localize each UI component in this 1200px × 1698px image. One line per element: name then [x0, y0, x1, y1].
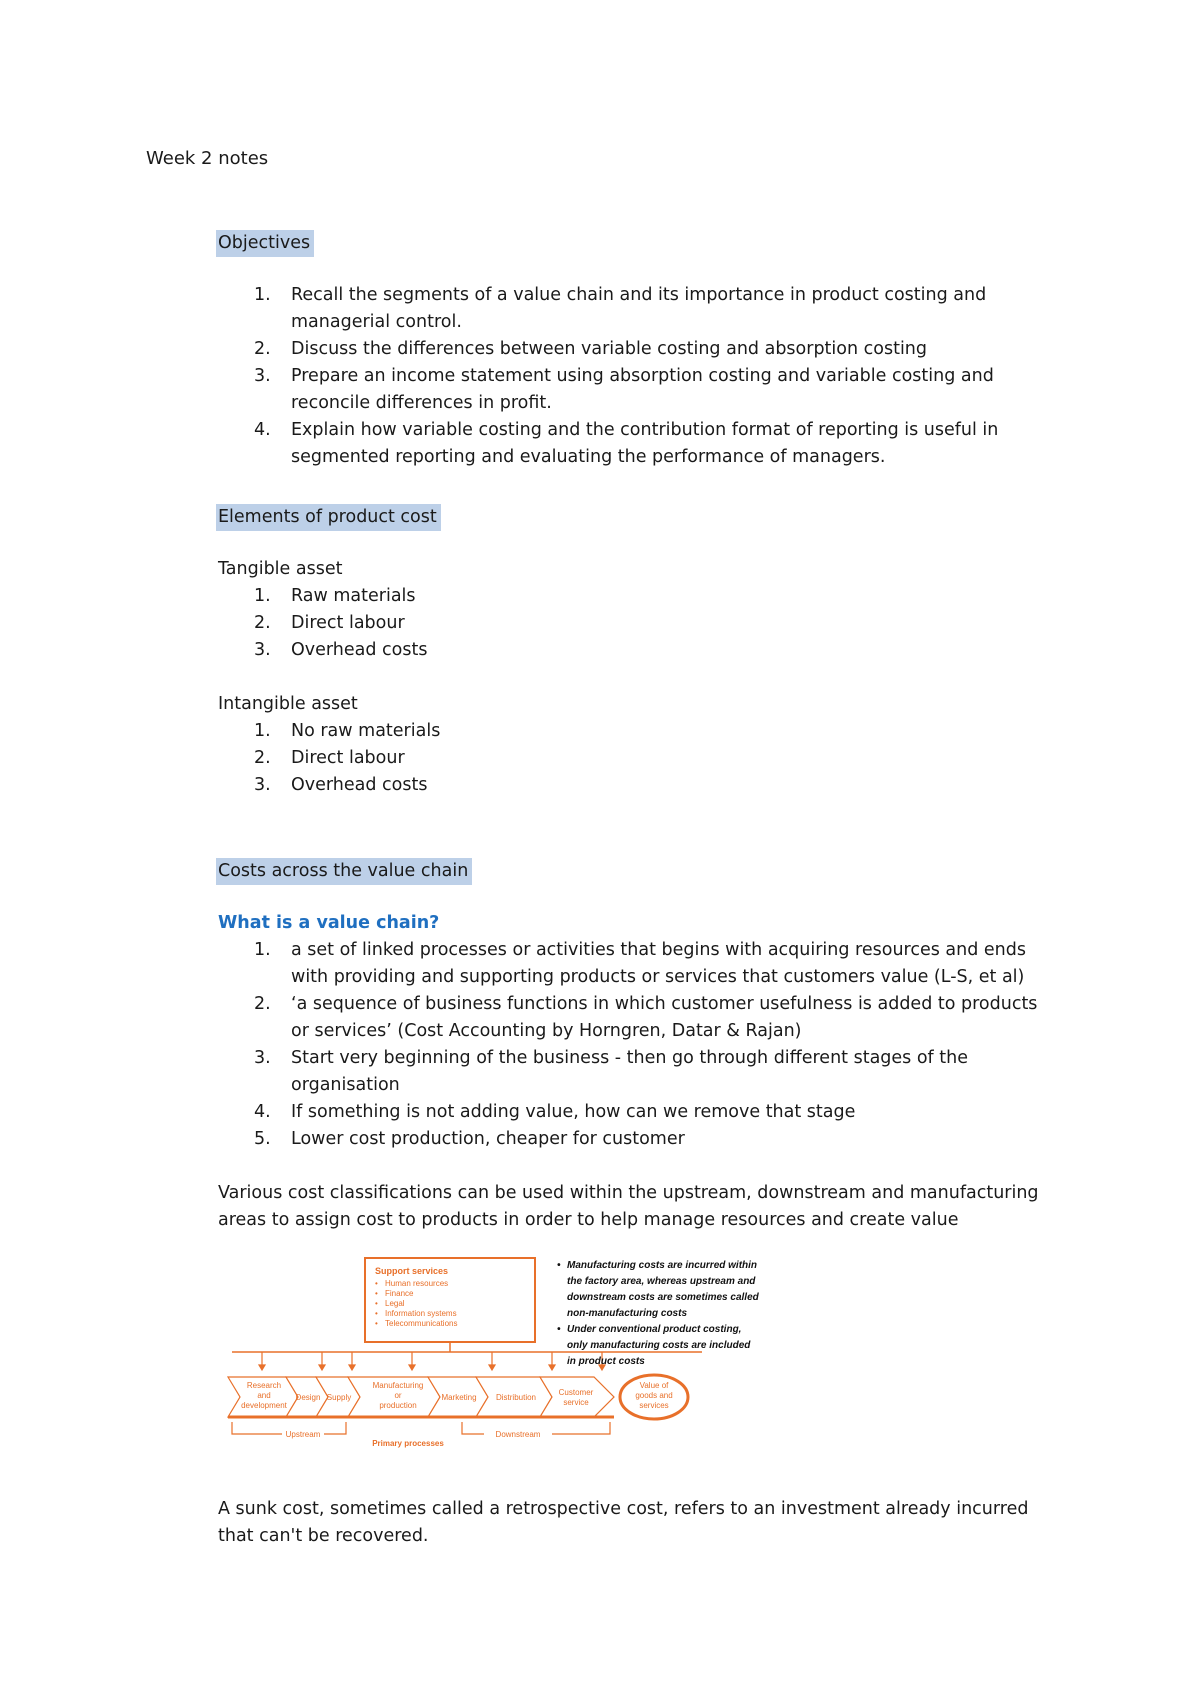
list-item: 2. Direct labour	[254, 748, 405, 768]
list-item: 1. Recall the segments of a value chain and its importance in product costing and managerial control.	[254, 285, 987, 332]
svg-text:•: •	[375, 1289, 378, 1298]
list-item: 2. Direct labour	[254, 613, 405, 633]
chain-label: Design	[295, 1393, 321, 1402]
value-chain-section	[218, 858, 1080, 1234]
svg-text:•: •	[375, 1309, 378, 1318]
list-item: 4. Explain how variable costing and the contribution format of reporting is useful in segmented reporting and evaluating the performance of managers.	[254, 420, 999, 467]
elements-section	[218, 504, 1080, 799]
chain-label: Customer	[558, 1388, 594, 1397]
value-chain-question: What is a value chain?	[218, 913, 440, 933]
chain-label: development	[241, 1401, 287, 1410]
chain-label: Research	[246, 1381, 282, 1390]
diagram-notes	[557, 1260, 760, 1367]
chain-label: Distribution	[495, 1393, 537, 1402]
primary-label: Primary processes	[372, 1439, 444, 1448]
support-item: Legal	[385, 1299, 405, 1308]
intangible-list	[218, 718, 1080, 799]
note-line: the factory area, whereas upstream and	[567, 1276, 756, 1287]
tangible-label: Tangible asset	[218, 559, 343, 579]
note-line: Manufacturing costs are incurred within	[567, 1260, 758, 1271]
document-title: Week 2 notes	[146, 148, 269, 169]
chain-label: or	[394, 1391, 402, 1400]
note-line: downstream costs are sometimes called	[567, 1292, 759, 1303]
svg-text:•: •	[375, 1279, 378, 1288]
list-item: 1. Raw materials	[254, 586, 416, 606]
list-item: 3. Overhead costs	[254, 640, 428, 660]
note-line: Under conventional product costing,	[567, 1324, 742, 1335]
value-chain-figure	[222, 1252, 782, 1472]
value-chain-paragraph: Various cost classifications can be used within the upstream, downstream and manufacturing areas to assign cost to products in order to help manage resources and create value	[218, 1183, 1039, 1230]
objectives-section	[218, 230, 1080, 471]
svg-text:•: •	[557, 1324, 561, 1335]
support-item: Telecommunications	[385, 1319, 458, 1328]
list-item: 3. Start very beginning of the business - then go through different stages of the organisation	[254, 1048, 968, 1095]
note-line: non-manufacturing costs	[567, 1308, 688, 1319]
value-chain-list	[218, 937, 1080, 1153]
objectives-heading: Objectives	[216, 230, 314, 257]
list-item: 4. If something is not adding value, how can we remove that stage	[254, 1102, 856, 1122]
value-chain-diagram	[222, 1252, 782, 1472]
support-item: Human resources	[385, 1279, 449, 1288]
elements-heading: Elements of product cost	[216, 504, 441, 531]
objectives-list	[218, 282, 1080, 471]
svg-text:•: •	[557, 1260, 561, 1271]
note-line: only manufacturing costs are included	[567, 1340, 751, 1351]
chain-label: service	[563, 1398, 589, 1407]
down-arrows	[259, 1352, 605, 1370]
list-item: 3. Overhead costs	[254, 775, 428, 795]
chain-label: production	[379, 1401, 417, 1410]
upstream-label: Upstream	[285, 1430, 321, 1439]
note-line: in product costs	[567, 1356, 645, 1367]
sunk-cost-paragraph: A sunk cost, sometimes called a retrospective cost, refers to an investment already incurred that can't be recovered.	[218, 1499, 1029, 1546]
chain-label: Supply	[326, 1393, 352, 1402]
list-item: 1. No raw materials	[254, 721, 441, 741]
list-item: 3. Prepare an income statement using absorption costing and variable costing and reconcile differences in profit.	[254, 366, 994, 413]
svg-text:goods and: goods and	[635, 1391, 673, 1400]
svg-text:•: •	[375, 1299, 378, 1308]
intangible-label: Intangible asset	[218, 694, 358, 714]
downstream-label: Downstream	[495, 1430, 541, 1439]
list-item: 1. a set of linked processes or activities that begins with acquiring resources and ends with providing and supporting products or services that customers value (L-S, et al)	[254, 940, 1026, 987]
support-item: Finance	[385, 1289, 414, 1298]
support-title: Support services	[375, 1266, 449, 1276]
support-item: Information systems	[385, 1309, 457, 1318]
tangible-list	[218, 583, 1080, 664]
chain-label: Marketing	[441, 1393, 477, 1402]
svg-text:Value of: Value of	[639, 1381, 669, 1390]
list-item: 2. ‘a sequence of business functions in which customer usefulness is added to products or services’ (Cost Accounting by Horngren, Datar & Rajan)	[254, 994, 1038, 1041]
list-item: 2. Discuss the differences between variable costing and absorption costing	[254, 339, 928, 359]
value-chain-heading: Costs across the value chain	[216, 858, 472, 885]
chain-label: and	[257, 1391, 271, 1400]
list-item: 5. Lower cost production, cheaper for customer	[254, 1129, 685, 1149]
svg-text:•: •	[375, 1319, 378, 1328]
chain-label: Manufacturing	[372, 1381, 424, 1390]
svg-text:services: services	[639, 1401, 669, 1410]
end-label	[635, 1381, 672, 1410]
